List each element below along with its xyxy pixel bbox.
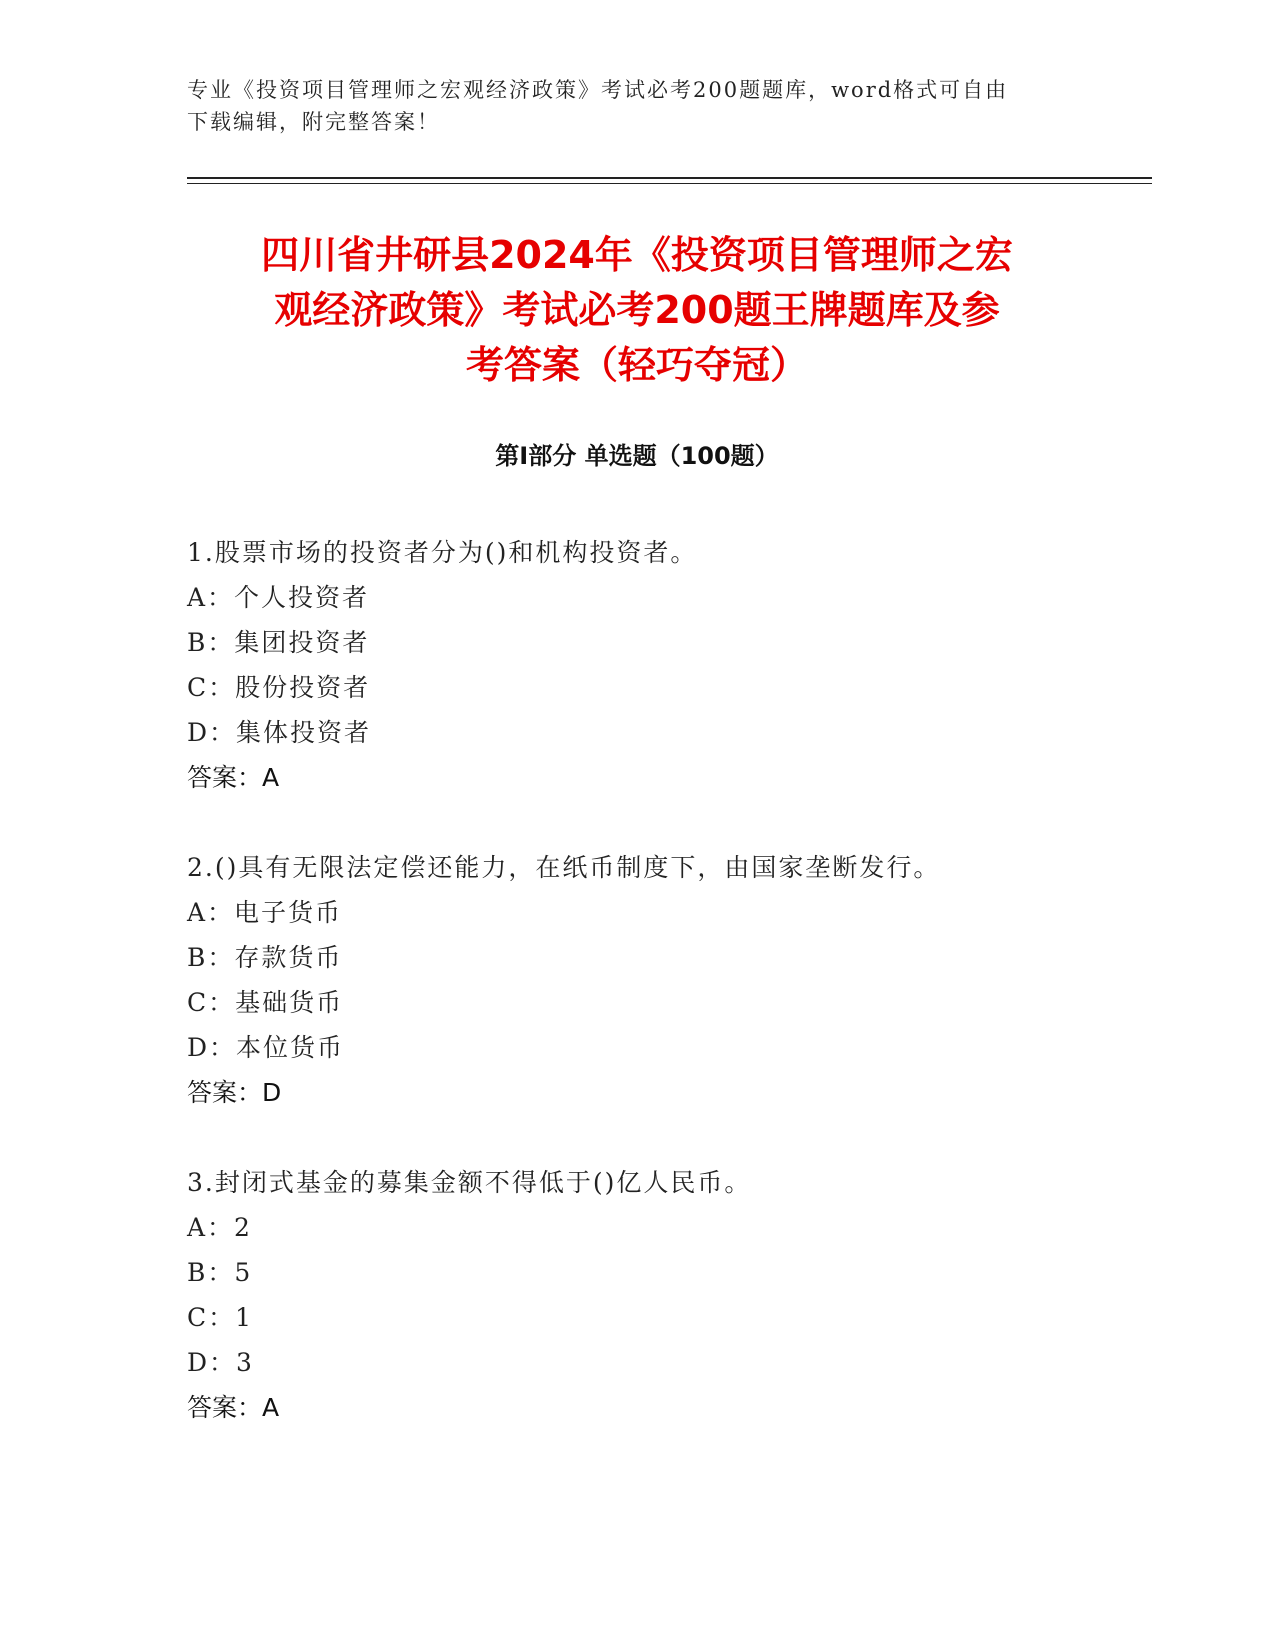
question-list — [187, 530, 1147, 1475]
document-intro — [187, 74, 1067, 138]
option-b: B：5 — [187, 1258, 253, 1287]
question-2 — [187, 845, 1147, 1115]
title-line-2: 观经济政策》考试必考200题王牌题库及参 — [274, 288, 1000, 332]
option-d: D：3 — [187, 1348, 254, 1377]
answer-label: 答案：D — [187, 1078, 282, 1107]
title-line-1: 四川省井研县2024年《投资项目管理师之宏 — [261, 233, 1013, 277]
option-d: D：集体投资者 — [187, 718, 372, 747]
option-d: D：本位货币 — [187, 1033, 345, 1062]
question-3 — [187, 1160, 1147, 1430]
header-divider-thick — [187, 177, 1152, 179]
intro-line-1: 专业《投资项目管理师之宏观经济政策》考试必考200题题库，word格式可自由 — [187, 78, 1009, 102]
question-1 — [187, 530, 1147, 800]
question-stem: 3.封闭式基金的募集金额不得低于()亿人民币。 — [187, 1168, 752, 1197]
option-a: A：电子货币 — [187, 898, 343, 927]
option-b: B：集团投资者 — [187, 628, 370, 657]
option-a: A：个人投资者 — [187, 583, 370, 612]
answer-label: 答案：A — [187, 763, 280, 792]
option-c: C：1 — [187, 1303, 254, 1332]
intro-line-2: 下载编辑，附完整答案！ — [187, 110, 440, 134]
question-stem: 1.股票市场的投资者分为()和机构投资者。 — [187, 538, 698, 567]
option-c: C：基础货币 — [187, 988, 344, 1017]
section-heading: 第Ⅰ部分 单选题（100题） — [495, 442, 779, 470]
option-b: B：存款货币 — [187, 943, 343, 972]
answer-label: 答案：A — [187, 1393, 280, 1422]
title-line-3: 考答案（轻巧夺冠） — [465, 343, 808, 387]
option-a: A：2 — [187, 1213, 252, 1242]
header-divider-thin — [187, 183, 1152, 184]
option-c: C：股份投资者 — [187, 673, 371, 702]
document-title — [187, 228, 1087, 393]
question-stem: 2.()具有无限法定偿还能力，在纸币制度下，由国家垄断发行。 — [187, 853, 941, 882]
